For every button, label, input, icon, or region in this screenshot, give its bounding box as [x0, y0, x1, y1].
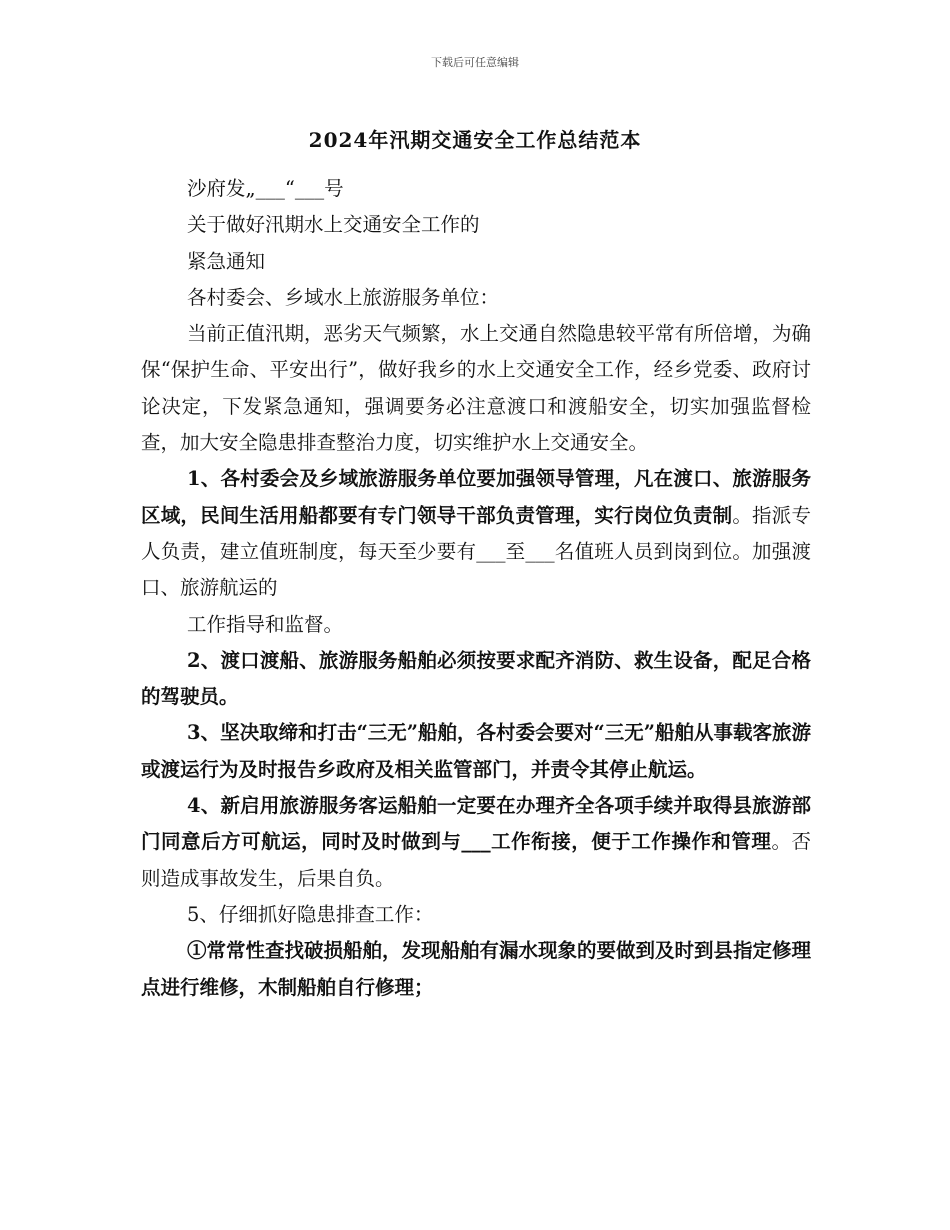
document-title: 2024年汛期交通安全工作总结范本	[308, 128, 642, 152]
doc-number: 沙府发„___“___号	[187, 177, 344, 200]
addressee: 各村委会、乡域水上旅游服务单位：	[187, 285, 500, 309]
item-4-rest: 。否则造成事故发生，后果自负。	[141, 830, 811, 890]
header-note: 下载后可任意编辑	[431, 56, 519, 69]
item-5-paragraph: 5、仔细抓好隐患排查工作：	[187, 902, 434, 926]
item-1-continuation: 工作指导和监督。	[187, 612, 344, 636]
document-body	[141, 171, 811, 1006]
item-1-paragraph	[141, 461, 811, 606]
item-4-bold: 4、新启用旅游服务客运船舶一定要在办理齐全各项手续并取得县旅游部门同意后方可航运，同时及时做到与___工作衔接，便于工作操作和管理	[141, 794, 811, 854]
subject-line-1: 关于做好汛期水上交通安全工作的	[187, 213, 480, 237]
item-3-paragraph: 3、坚决取缔和打击“三无”船舶，各村委会要对“三无”船舶从事载客旅游或渡运行为及时报告乡政府及相关监管部门，并责令其停止航运。	[141, 721, 811, 781]
item-5-sub-1: ①常常性查找破损船舶，发现船舶有漏水现象的要做到及时到县指定修理点进行维修，木制船舶自行修理；	[141, 939, 812, 999]
item-1-rest: 。指派专人负责，建立值班制度，每天至少要有___至___名值班人员到岗到位。加强渡口、旅游航运的	[141, 503, 811, 600]
item-1-bold: 1、各村委会及乡域旅游服务单位要加强领导管理，凡在渡口、旅游服务区域，民间生活用船都要有专门领导干部负责管理，实行岗位负责制	[141, 467, 811, 527]
item-4-paragraph	[141, 788, 811, 897]
item-2-paragraph: 2、渡口渡船、旅游服务船舶必须按要求配齐消防、救生设备，配足合格的驾驶员。	[141, 648, 811, 709]
intro-paragraph: 当前正值汛期，恶劣天气频繁，水上交通自然隐患较平常有所倍增，为确保“保护生命、平安出行”，做好我乡的水上交通安全工作，经乡党委、政府讨论决定，下发紧急通知，强调要务必注意渡口和渡船安全，切实加强监督检查，加大安全隐患排查整治力度，切实维护水上交通安全。	[141, 322, 812, 455]
subject-line-2: 紧急通知	[187, 249, 266, 273]
